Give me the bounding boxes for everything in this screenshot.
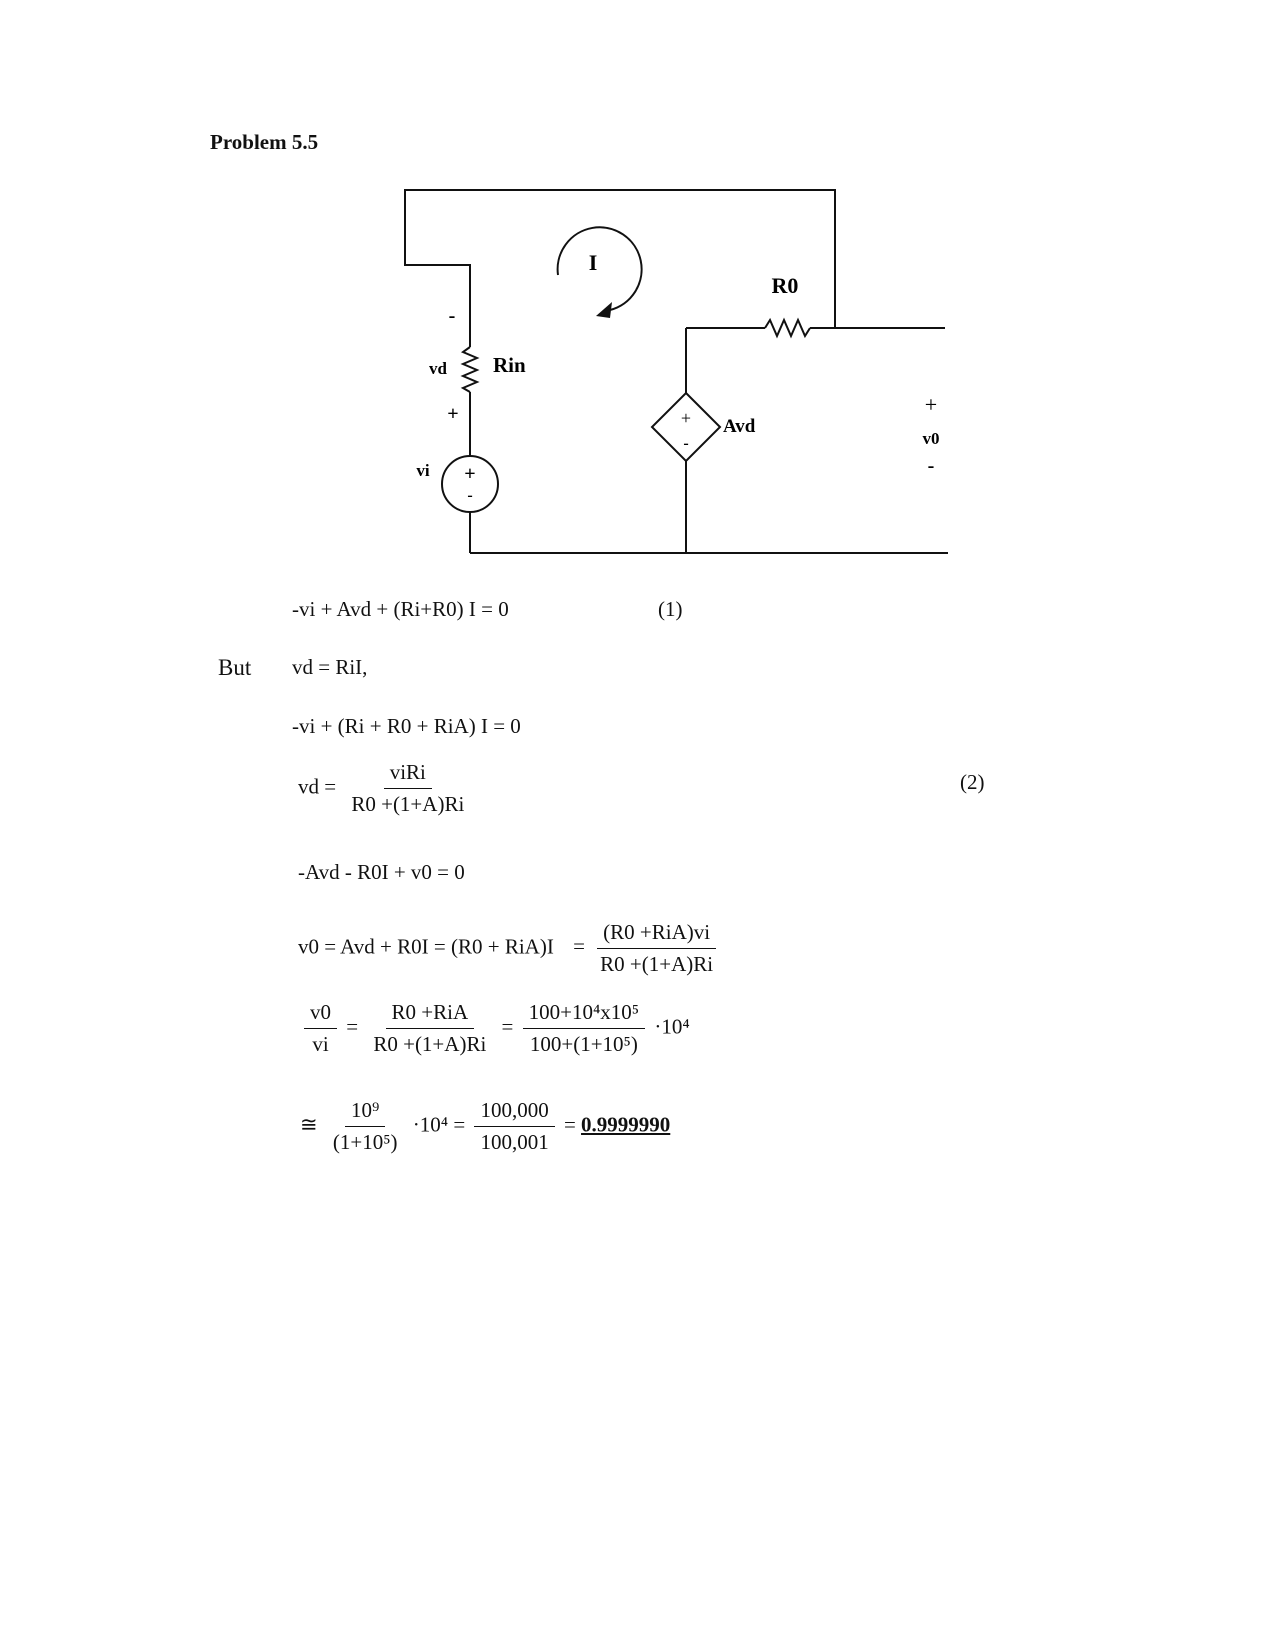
gain-multiplier: ·10⁴ — [654, 1014, 690, 1039]
source-minus-label: - — [467, 487, 473, 504]
v0-fraction-denominator: R0 +(1+A)Ri — [600, 952, 714, 976]
output-loop-equation: -Avd - R0I + v0 = 0 — [298, 860, 465, 884]
rin-minus-label: - — [448, 305, 456, 327]
out-plus-label: + — [924, 392, 938, 417]
gain-ratio — [304, 1000, 337, 1057]
gain-fraction-1 — [367, 1000, 492, 1057]
v0-lhs: v0 = Avd + R0I = (R0 + RiA)I — [298, 934, 554, 959]
approx-equals-1: = — [453, 1112, 466, 1137]
gain-fraction-2-denominator: 100+(1+10⁵) — [529, 1032, 638, 1056]
vd-fraction-numerator: viRi — [384, 760, 432, 789]
source-plus-label: + — [464, 463, 476, 485]
approx-fraction-1-denominator: (1+10⁵) — [332, 1130, 398, 1154]
gain-ratio-expression — [300, 1000, 690, 1057]
rin-label: Rin — [493, 353, 526, 377]
rin-resistor — [463, 347, 477, 392]
v0-fraction — [594, 920, 719, 977]
equation-1: -vi + Avd + (Ri+R0) I = 0 — [292, 597, 509, 621]
vi-label: vi — [416, 461, 430, 480]
equation-1-tag: (1) — [658, 597, 683, 621]
loop-current-arrow — [558, 227, 642, 310]
gain-fraction-2-numerator: 100+10⁴x10⁵ — [523, 1000, 646, 1029]
approx-symbol: ≅ — [300, 1112, 318, 1137]
approx-fraction-1 — [327, 1098, 404, 1155]
vd-lhs: vd = — [298, 774, 337, 799]
v0-expression — [298, 920, 723, 977]
equation-2-tag: (2) — [960, 770, 985, 794]
gain-ratio-denominator: vi — [312, 1032, 329, 1056]
approximation-expression — [300, 1098, 670, 1155]
vd-fraction — [345, 760, 470, 817]
loop-arrowhead — [596, 302, 612, 318]
approx-fraction-1-numerator: 10⁹ — [345, 1098, 385, 1127]
final-result: 0.9999990 — [581, 1112, 671, 1137]
gain-fraction-2 — [523, 1000, 646, 1057]
gain-fraction-1-denominator: R0 +(1+A)Ri — [373, 1032, 487, 1056]
problem-title: Problem 5.5 — [210, 130, 319, 154]
ro-label: R0 — [771, 273, 799, 298]
approx-fraction-2-denominator: 100,001 — [480, 1130, 549, 1154]
gain-equals-1: = — [346, 1014, 359, 1039]
dep-minus-label: - — [683, 435, 689, 452]
vd-equals-rii: vd = RiI, — [292, 655, 368, 679]
v0-equals: = — [573, 934, 585, 959]
but-word: But — [218, 655, 252, 680]
gain-ratio-numerator: v0 — [304, 1000, 337, 1029]
vo-label: v0 — [922, 429, 940, 448]
gain-equals-2: = — [501, 1014, 514, 1039]
loop-current-label: I — [588, 250, 598, 275]
vd-fraction-denominator: R0 +(1+A)Ri — [351, 792, 465, 816]
vd-label: vd — [429, 359, 447, 378]
approx-multiplier: ·10⁴ — [412, 1112, 449, 1137]
v0-fraction-numerator: (R0 +RiA)vi — [597, 920, 716, 949]
ro-resistor — [765, 320, 810, 336]
approx-equals-2: = — [563, 1112, 576, 1137]
vd-expression — [298, 760, 474, 817]
out-minus-label: - — [927, 455, 935, 477]
loop-equation: -vi + (Ri + R0 + RiA) I = 0 — [292, 714, 521, 738]
circuit-diagram — [0, 0, 1280, 600]
approx-fraction-2 — [474, 1098, 554, 1155]
gain-fraction-1-numerator: R0 +RiA — [386, 1000, 475, 1029]
dep-plus-label: + — [680, 408, 692, 428]
rin-plus-label: + — [447, 403, 459, 425]
approx-fraction-2-numerator: 100,000 — [474, 1098, 554, 1127]
avd-label: Avd — [723, 416, 756, 437]
